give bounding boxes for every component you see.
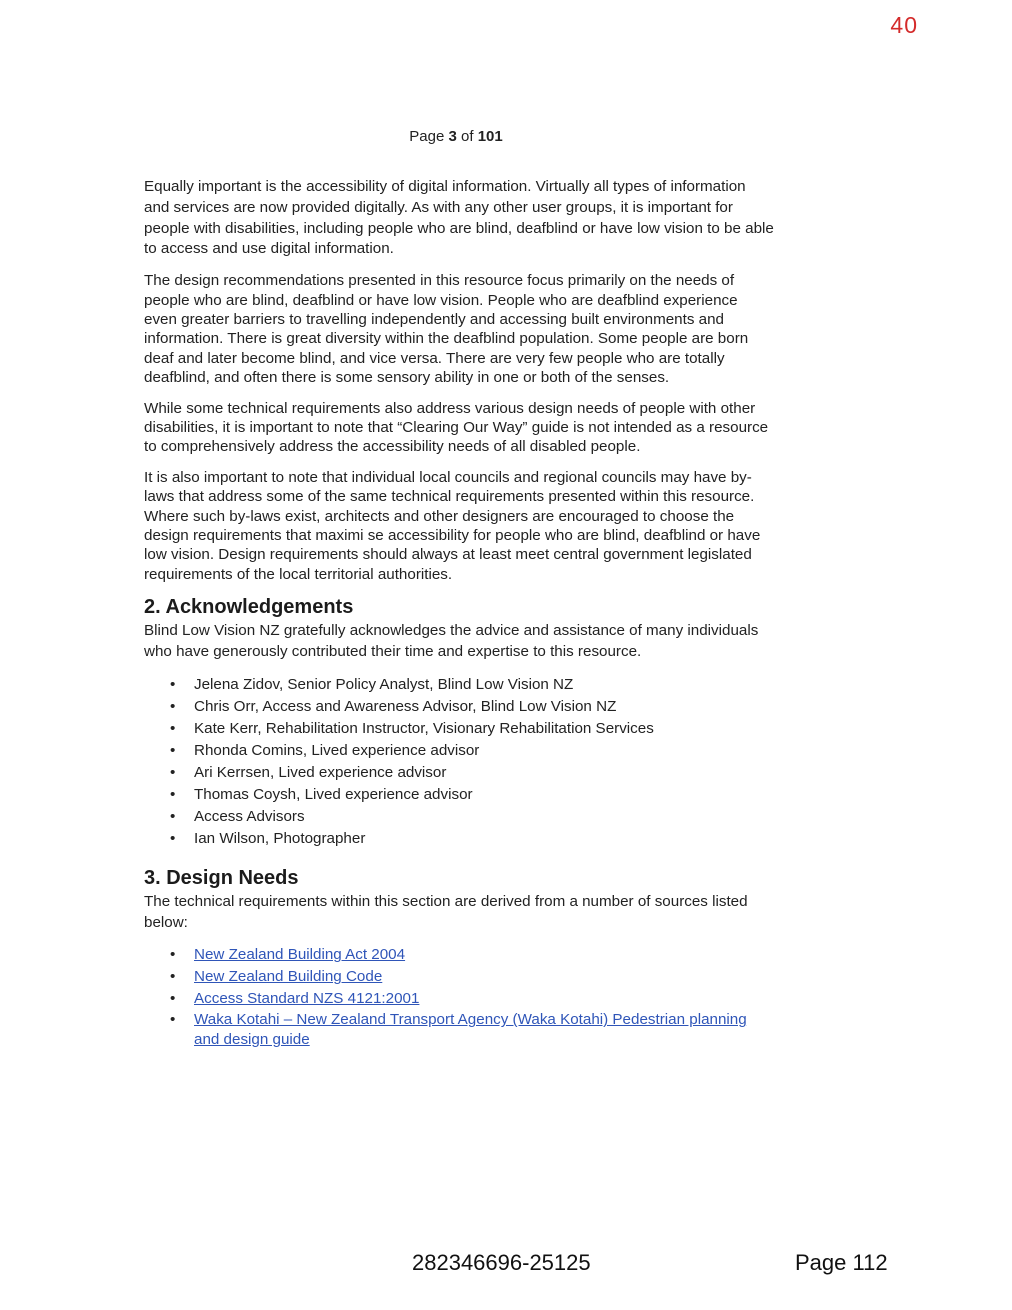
list-item xyxy=(144,988,774,1010)
acknowledgements-intro: Blind Low Vision NZ gratefully acknowledges the advice and assistance of many individuals who have generously contributed their time and expertise to this resource. xyxy=(144,622,759,661)
bullet-icon: • xyxy=(170,968,176,986)
list-item xyxy=(144,806,774,828)
design-needs-heading: 3. Design Needs xyxy=(144,866,299,889)
list-item xyxy=(144,966,774,988)
bullet-icon: • xyxy=(170,990,176,1008)
page-counter-total: 101 xyxy=(477,128,503,145)
source-link-building-code[interactable]: New Zealand Building Code xyxy=(194,968,383,986)
bullet-icon: • xyxy=(170,719,176,737)
person-name: Jelena Zidov, Senior Policy Analyst, Blind Low Vision NZ xyxy=(194,675,574,693)
bullet-icon: • xyxy=(170,675,176,693)
bullet-icon: • xyxy=(170,697,176,715)
design-needs-intro: The technical requirements within this section are derived from a number of sources listed below: xyxy=(144,892,748,931)
bullet-icon: • xyxy=(170,741,176,759)
source-link-pedestrian-guide[interactable]: Waka Kotahi – New Zealand Transport Agency (Waka Kotahi) Pedestrian planning and design guide xyxy=(194,1011,747,1049)
intro-paragraph-3: While some technical requirements also address various design needs of people with other disabilities, it is important to note that “Clearing Our Way” guide is not intended as a resource to comprehensively address the accessibility needs of all disabled people. xyxy=(144,399,769,456)
acknowledgements-heading: 2. Acknowledgements xyxy=(144,596,354,619)
bullet-icon: • xyxy=(170,763,176,781)
page-counter-prefix: Page xyxy=(409,128,445,145)
page-stamp-number: 40 xyxy=(890,12,918,38)
design-sources-list xyxy=(144,944,774,1050)
person-name: Kate Kerr, Rehabilitation Instructor, Visionary Rehabilitation Services xyxy=(194,719,654,737)
document-body xyxy=(144,177,774,1050)
person-name: Access Advisors xyxy=(194,807,305,825)
bullet-icon: • xyxy=(170,785,176,803)
list-item xyxy=(144,740,774,762)
bullet-icon: • xyxy=(170,807,176,825)
bullet-icon: • xyxy=(170,1011,176,1029)
list-item xyxy=(144,674,774,696)
person-name: Ian Wilson, Photographer xyxy=(194,829,366,847)
page-counter-current: 3 xyxy=(448,128,457,145)
list-item xyxy=(144,784,774,806)
page-counter-middle: of xyxy=(461,128,474,145)
list-item xyxy=(144,1010,774,1050)
acknowledgements-list xyxy=(144,674,774,850)
intro-paragraph-2: The design recommendations presented in this resource focus primarily on the needs of people who are blind, deafblind or have low vision. People who are deafblind experience even greater barriers to travelling independently and accessing built environments and information. There is great diversity within the deafblind population. Some people are born deaf and later become blind, and vice versa. There are very few people who are totally deafblind, and often there is some sensory ability in one or both of the senses. xyxy=(144,272,749,387)
list-item xyxy=(144,828,774,850)
bullet-icon: • xyxy=(170,829,176,847)
footer-page-label: Page 112 xyxy=(795,1250,888,1275)
source-link-access-standard[interactable]: Access Standard NZS 4121:2001 xyxy=(194,990,420,1008)
list-item xyxy=(144,718,774,740)
intro-paragraph-1: Equally important is the accessibility of digital information. Virtually all types of information and services are now provided digitally. As with any other user groups, it is important for people with disabilities, including people who are blind, deafblind or have low vision to be able to access and use digital information. xyxy=(144,178,774,258)
person-name: Thomas Coysh, Lived experience advisor xyxy=(194,785,473,803)
list-item xyxy=(144,944,774,966)
list-item xyxy=(144,762,774,784)
person-name: Rhonda Comins, Lived experience advisor xyxy=(194,741,480,759)
intro-paragraph-4: It is also important to note that individual local councils and regional councils may have by-laws that address some of the same technical requirements presented within this resource. Where such by-laws exist, architects and other designers are encouraged to choose the design requirements that maximi se accessibility for people who are blind, deafblind or have low vision. Design requirements should always at least meet central government legislated requirements of the local territorial authorities. xyxy=(144,468,761,583)
person-name: Chris Orr, Access and Awareness Advisor, Blind Low Vision NZ xyxy=(194,697,617,715)
list-item xyxy=(144,696,774,718)
footer-document-id: 282346696-25125 xyxy=(412,1250,591,1275)
source-link-building-act[interactable]: New Zealand Building Act 2004 xyxy=(194,946,406,964)
person-name: Ari Kerrsen, Lived experience advisor xyxy=(194,763,447,781)
bullet-icon: • xyxy=(170,946,176,964)
page-counter xyxy=(0,128,912,145)
